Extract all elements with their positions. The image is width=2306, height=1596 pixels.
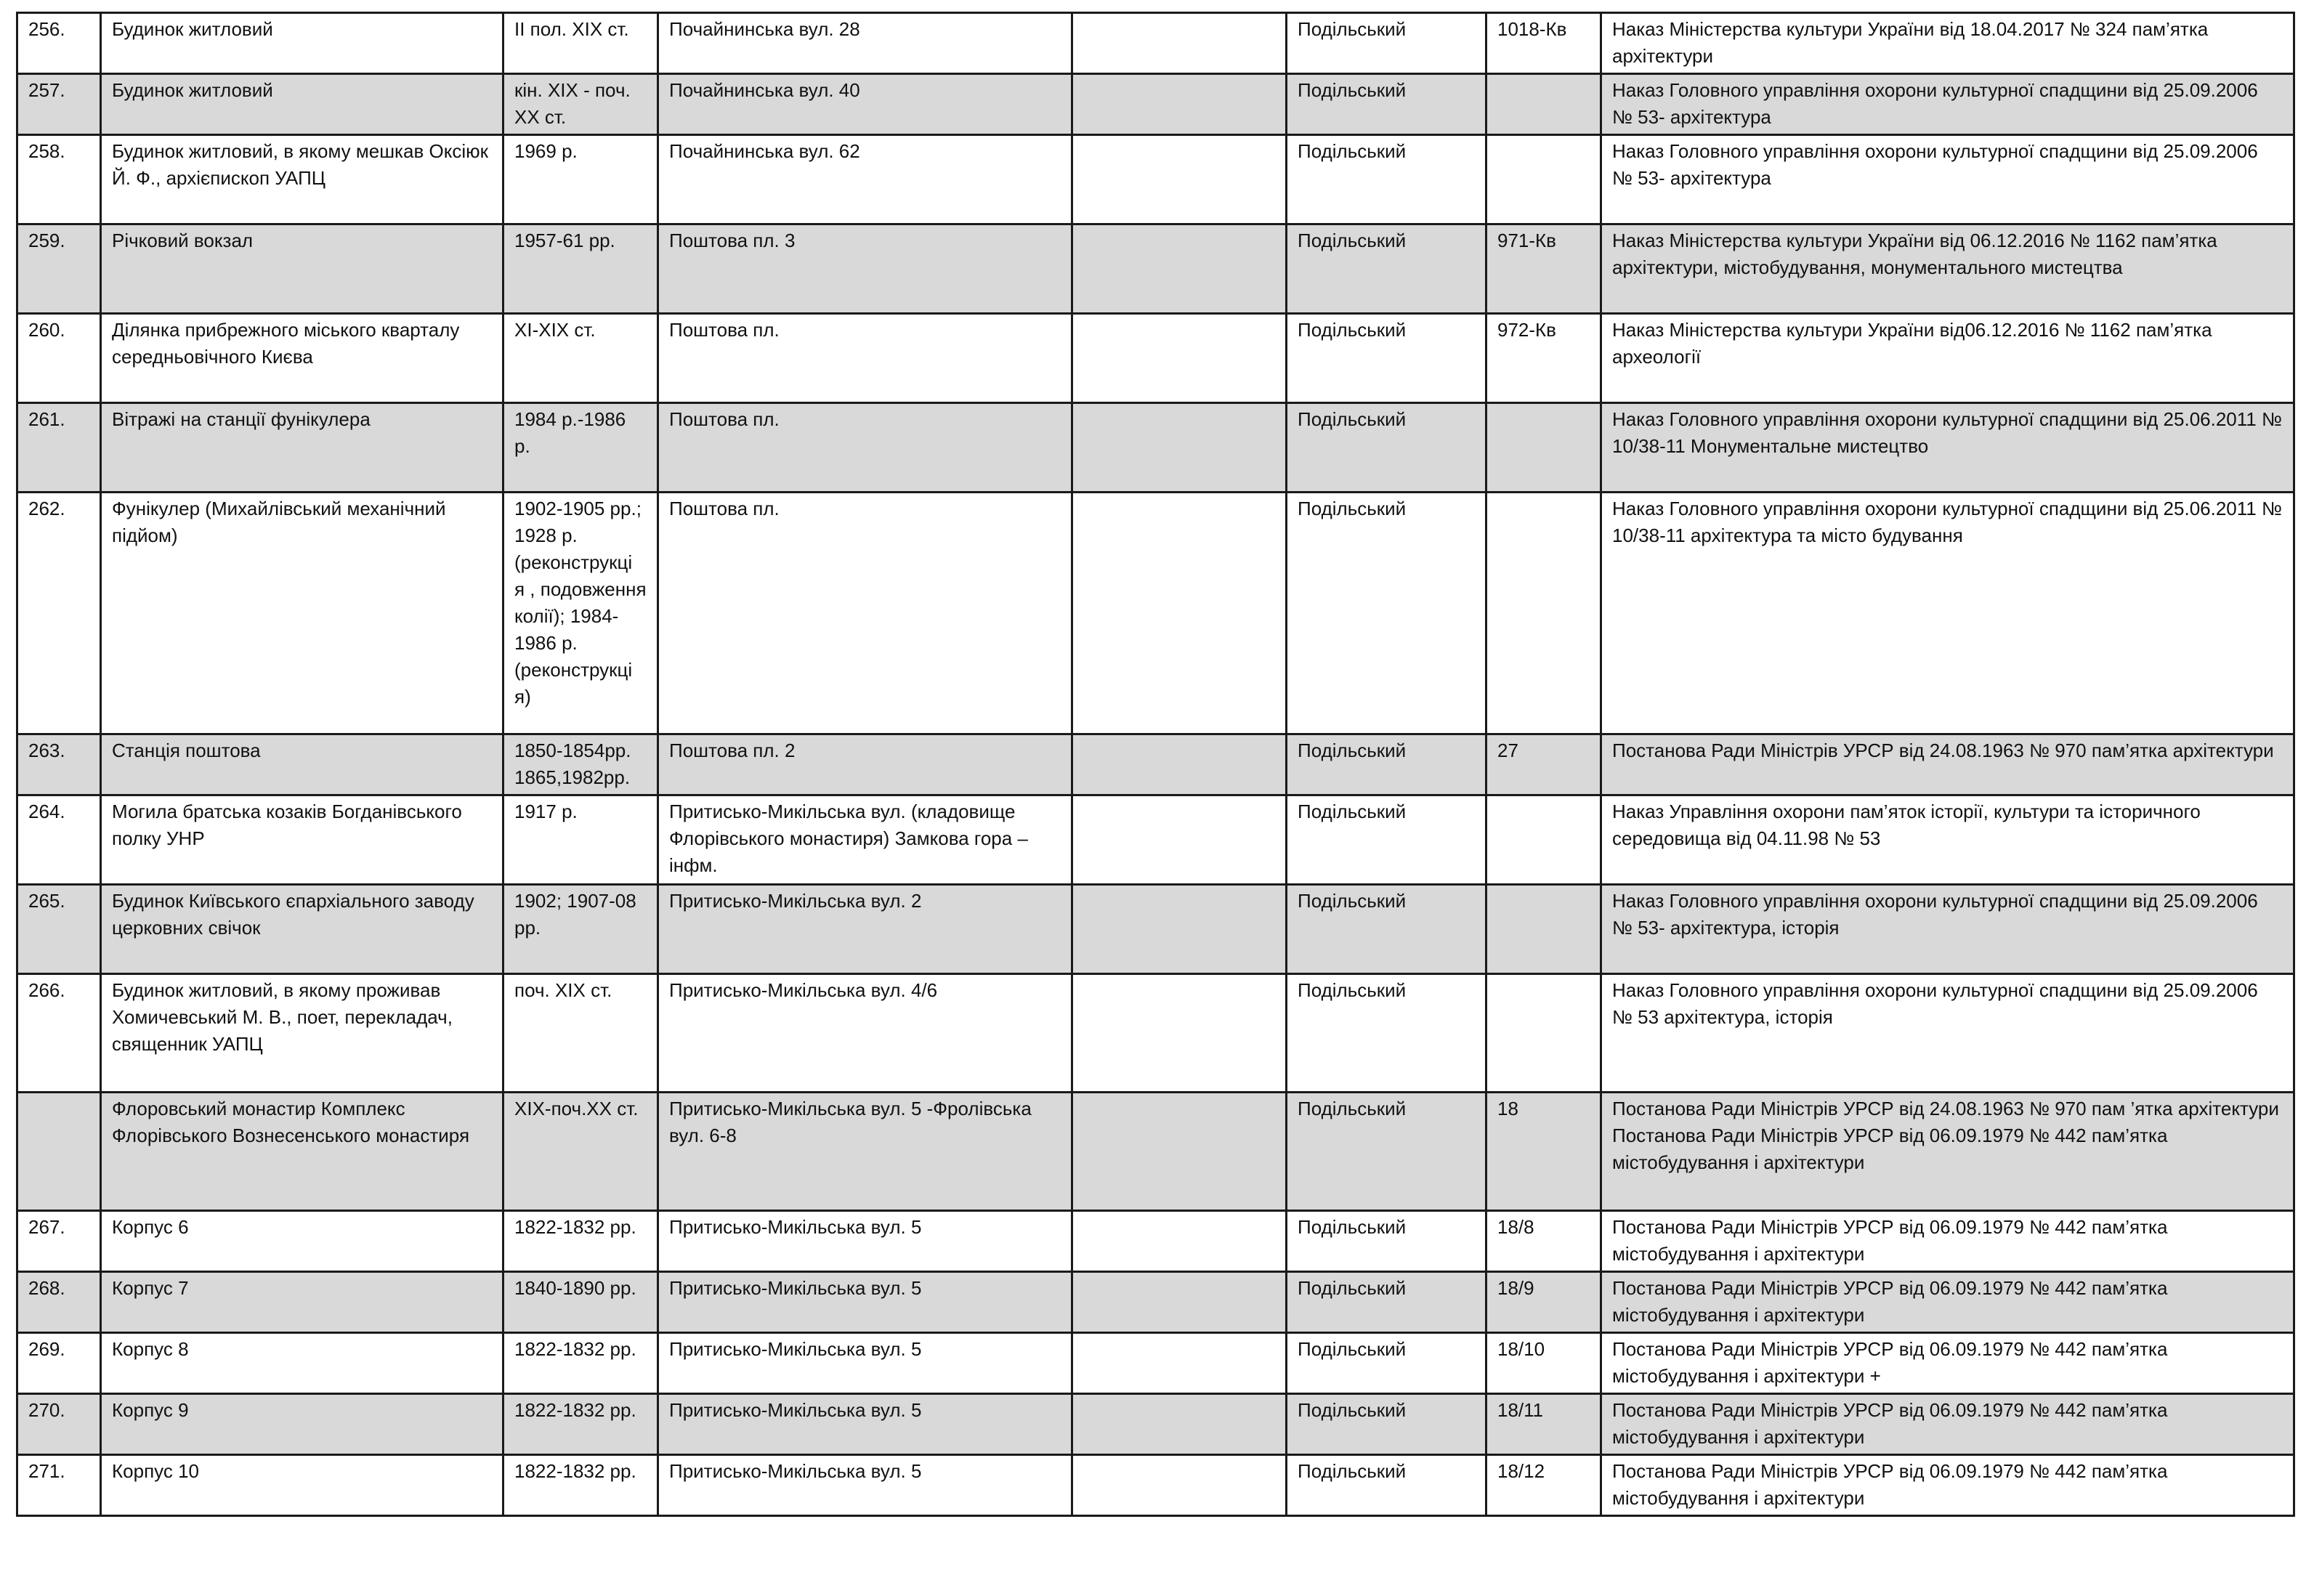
legal-document: Постанова Ради Міністрів УРСР від 06.09.1979 № 442 пам’ятка містобудування і архітектури + xyxy=(1601,1333,2294,1394)
object-name: Вітражі на станції фунікулера xyxy=(101,403,503,493)
row-number: 264. xyxy=(17,795,101,885)
row-number: 265. xyxy=(17,885,101,974)
object-name: Корпус 7 xyxy=(101,1272,503,1333)
legal-document: Постанова Ради Міністрів УРСР від 06.09.1979 № 442 пам’ятка містобудування і архітектури xyxy=(1601,1455,2294,1516)
object-date: 1822-1832 рр. xyxy=(503,1455,658,1516)
object-name: Станція поштова xyxy=(101,734,503,795)
table-row xyxy=(17,885,2294,974)
object-address: Притисько-Микільська вул. 5 xyxy=(658,1394,1072,1455)
row-number: 256. xyxy=(17,13,101,74)
legal-document: Наказ Міністерства культури України від 18.04.2017 № 324 пам’ятка архітектури xyxy=(1601,13,2294,74)
object-district: Подільський xyxy=(1287,1272,1486,1333)
object-district: Подільський xyxy=(1287,885,1486,974)
legal-document: Наказ Головного управління охорони культурної спадщини від 25.09.2006 № 53 архітектура, історія xyxy=(1601,974,2294,1093)
row-number: 260. xyxy=(17,314,101,403)
object-address: Поштова пл. xyxy=(658,493,1072,734)
legal-document: Наказ Головного управління охорони культурної спадщини від 25.06.2011 № 10/38-11 архітектура та місто будування xyxy=(1601,493,2294,734)
object-name: Будинок житловий, в якому мешкав Оксіюк Й. Ф., архієпископ УАПЦ xyxy=(101,135,503,224)
empty-cell xyxy=(1072,74,1287,135)
registration-number: 1018-Кв xyxy=(1486,13,1601,74)
legal-document: Постанова Ради Міністрів УРСР від 24.08.1963 № 970 пам ’ятка архітектури Постанова Ради Міністрів УРСР від 06.09.1979 № 442 пам’ятка містобудування і архітектури xyxy=(1601,1093,2294,1211)
object-name: Корпус 6 xyxy=(101,1211,503,1272)
registration-number: 971-Кв xyxy=(1486,224,1601,314)
document-page xyxy=(16,12,2293,1517)
empty-cell xyxy=(1072,885,1287,974)
empty-cell xyxy=(1072,314,1287,403)
object-address: Почайнинська вул. 28 xyxy=(658,13,1072,74)
object-date: 1850-1854рр. 1865,1982рр. xyxy=(503,734,658,795)
object-address: Притисько-Микільська вул. 5 -Фролівська вул. 6-8 xyxy=(658,1093,1072,1211)
empty-cell xyxy=(1072,1394,1287,1455)
object-district: Подільський xyxy=(1287,734,1486,795)
table-row xyxy=(17,974,2294,1093)
registration-number: 972-Кв xyxy=(1486,314,1601,403)
legal-document: Постанова Ради Міністрів УРСР від 06.09.1979 № 442 пам’ятка містобудування і архітектури xyxy=(1601,1394,2294,1455)
object-date: 1984 р.-1986 р. xyxy=(503,403,658,493)
row-number: 257. xyxy=(17,74,101,135)
object-date: ХІ-ХІХ ст. xyxy=(503,314,658,403)
object-date: 1917 р. xyxy=(503,795,658,885)
object-district: Подільський xyxy=(1287,403,1486,493)
empty-cell xyxy=(1072,493,1287,734)
object-address: Почайнинська вул. 40 xyxy=(658,74,1072,135)
empty-cell xyxy=(1072,734,1287,795)
object-date: 1902; 1907-08 рр. xyxy=(503,885,658,974)
empty-cell xyxy=(1072,974,1287,1093)
object-district: Подільський xyxy=(1287,135,1486,224)
object-date: 1822-1832 рр. xyxy=(503,1211,658,1272)
registration-number: 18/8 xyxy=(1486,1211,1601,1272)
table-row xyxy=(17,1455,2294,1516)
object-address: Притисько-Микільська вул. 2 xyxy=(658,885,1072,974)
object-district: Подільський xyxy=(1287,74,1486,135)
legal-document: Наказ Головного управління охорони культурної спадщини від 25.09.2006 № 53- архітектура xyxy=(1601,135,2294,224)
empty-cell xyxy=(1072,1272,1287,1333)
object-district: Подільський xyxy=(1287,795,1486,885)
table-row xyxy=(17,493,2294,734)
registration-number: 27 xyxy=(1486,734,1601,795)
empty-cell xyxy=(1072,795,1287,885)
table-body xyxy=(17,13,2294,1516)
object-district: Подільський xyxy=(1287,974,1486,1093)
object-address: Притисько-Микільська вул. 5 xyxy=(658,1333,1072,1394)
empty-cell xyxy=(1072,13,1287,74)
object-date: 1822-1832 рр. xyxy=(503,1394,658,1455)
object-district: Подільський xyxy=(1287,13,1486,74)
registration-number xyxy=(1486,135,1601,224)
empty-cell xyxy=(1072,1211,1287,1272)
row-number: 262. xyxy=(17,493,101,734)
object-district: Подільський xyxy=(1287,314,1486,403)
object-address: Поштова пл. xyxy=(658,403,1072,493)
object-name: Фунікулер (Михайлівський механічний підйом) xyxy=(101,493,503,734)
object-name: Корпус 8 xyxy=(101,1333,503,1394)
object-date: ХІХ-поч.ХХ ст. xyxy=(503,1093,658,1211)
registration-number xyxy=(1486,493,1601,734)
legal-document: Постанова Ради Міністрів УРСР від 06.09.1979 № 442 пам’ятка містобудування і архітектури xyxy=(1601,1272,2294,1333)
object-district: Подільський xyxy=(1287,1333,1486,1394)
object-address: Поштова пл. xyxy=(658,314,1072,403)
legal-document: Наказ Головного управління охорони культурної спадщини від 25.09.2006 № 53- архітектура, історія xyxy=(1601,885,2294,974)
object-name: Ділянка прибрежного міського кварталу середньовічного Києва xyxy=(101,314,503,403)
empty-cell xyxy=(1072,1333,1287,1394)
object-district: Подільський xyxy=(1287,1211,1486,1272)
table-row xyxy=(17,314,2294,403)
legal-document: Наказ Управління охорони пам’яток історії, культури та історичного середовища від 04.11.98 № 53 xyxy=(1601,795,2294,885)
object-name: Флоровський монастир Комплекс Флорівського Вознесенського монастиря xyxy=(101,1093,503,1211)
object-address: Притисько-Микільська вул. 5 xyxy=(658,1455,1072,1516)
object-address: Поштова пл. 2 xyxy=(658,734,1072,795)
row-number xyxy=(17,1093,101,1211)
object-address: Притисько-Микільська вул. 5 xyxy=(658,1211,1072,1272)
row-number: 263. xyxy=(17,734,101,795)
object-address: Поштова пл. 3 xyxy=(658,224,1072,314)
object-district: Подільський xyxy=(1287,1093,1486,1211)
empty-cell xyxy=(1072,1093,1287,1211)
registration-number: 18 xyxy=(1486,1093,1601,1211)
registration-number xyxy=(1486,74,1601,135)
object-district: Подільський xyxy=(1287,493,1486,734)
registration-number xyxy=(1486,974,1601,1093)
registration-number xyxy=(1486,885,1601,974)
object-date: 1969 р. xyxy=(503,135,658,224)
registration-number: 18/9 xyxy=(1486,1272,1601,1333)
empty-cell xyxy=(1072,224,1287,314)
registration-number xyxy=(1486,403,1601,493)
object-date: ІІ пол. ХІХ ст. xyxy=(503,13,658,74)
legal-document: Постанова Ради Міністрів УРСР від 24.08.1963 № 970 пам’ятка архітектури xyxy=(1601,734,2294,795)
table-row xyxy=(17,74,2294,135)
table-row xyxy=(17,13,2294,74)
table-row xyxy=(17,1394,2294,1455)
object-date: 1822-1832 рр. xyxy=(503,1333,658,1394)
object-address: Притисько-Микільська вул. (кладовище Флорівського монастиря) Замкова гора – інфм. xyxy=(658,795,1072,885)
object-district: Подільський xyxy=(1287,1394,1486,1455)
empty-cell xyxy=(1072,135,1287,224)
object-name: Річковий вокзал xyxy=(101,224,503,314)
object-date: кін. ХІХ - поч. ХХ ст. xyxy=(503,74,658,135)
legal-document: Наказ Міністерства культури України від06.12.2016 № 1162 пам’ятка археології xyxy=(1601,314,2294,403)
object-district: Подільський xyxy=(1287,1455,1486,1516)
object-name: Корпус 10 xyxy=(101,1455,503,1516)
object-name: Могила братська козаків Богданівського полку УНР xyxy=(101,795,503,885)
row-number: 267. xyxy=(17,1211,101,1272)
object-date: 1957-61 рр. xyxy=(503,224,658,314)
table-row xyxy=(17,795,2294,885)
registration-number xyxy=(1486,795,1601,885)
table-row xyxy=(17,1272,2294,1333)
monuments-registry-table xyxy=(16,12,2295,1517)
object-name: Будинок житловий, в якому проживав Хомичевський М. В., поет, перекладач, священник УАПЦ xyxy=(101,974,503,1093)
empty-cell xyxy=(1072,403,1287,493)
table-row xyxy=(17,734,2294,795)
row-number: 269. xyxy=(17,1333,101,1394)
row-number: 258. xyxy=(17,135,101,224)
object-date: 1840-1890 рр. xyxy=(503,1272,658,1333)
legal-document: Наказ Головного управління охорони культурної спадщини від 25.06.2011 № 10/38-11 Монументальне мистецтво xyxy=(1601,403,2294,493)
table-row xyxy=(17,403,2294,493)
object-address: Почайнинська вул. 62 xyxy=(658,135,1072,224)
row-number: 261. xyxy=(17,403,101,493)
registration-number: 18/12 xyxy=(1486,1455,1601,1516)
legal-document: Наказ Головного управління охорони культурної спадщини від 25.09.2006 № 53- архітектура xyxy=(1601,74,2294,135)
empty-cell xyxy=(1072,1455,1287,1516)
table-row xyxy=(17,135,2294,224)
row-number: 270. xyxy=(17,1394,101,1455)
row-number: 266. xyxy=(17,974,101,1093)
object-name: Будинок Київського єпархіального заводу церковних свічок xyxy=(101,885,503,974)
object-district: Подільський xyxy=(1287,224,1486,314)
registration-number: 18/10 xyxy=(1486,1333,1601,1394)
legal-document: Наказ Міністерства культури України від 06.12.2016 № 1162 пам’ятка архітектури, містобудування, монументального мистецтва xyxy=(1601,224,2294,314)
row-number: 268. xyxy=(17,1272,101,1333)
object-date: 1902-1905 рр.; 1928 р. (реконструкці я , подовження колії); 1984-1986 р. (реконструкці я) xyxy=(503,493,658,734)
object-name: Будинок житловий xyxy=(101,13,503,74)
object-address: Притисько-Микільська вул. 5 xyxy=(658,1272,1072,1333)
registration-number: 18/11 xyxy=(1486,1394,1601,1455)
table-row xyxy=(17,1211,2294,1272)
object-name: Корпус 9 xyxy=(101,1394,503,1455)
object-address: Притисько-Микільська вул. 4/6 xyxy=(658,974,1072,1093)
table-row xyxy=(17,1333,2294,1394)
object-date: поч. ХІХ ст. xyxy=(503,974,658,1093)
legal-document: Постанова Ради Міністрів УРСР від 06.09.1979 № 442 пам’ятка містобудування і архітектури xyxy=(1601,1211,2294,1272)
table-row xyxy=(17,1093,2294,1211)
row-number: 271. xyxy=(17,1455,101,1516)
table-row xyxy=(17,224,2294,314)
row-number: 259. xyxy=(17,224,101,314)
object-name: Будинок житловий xyxy=(101,74,503,135)
